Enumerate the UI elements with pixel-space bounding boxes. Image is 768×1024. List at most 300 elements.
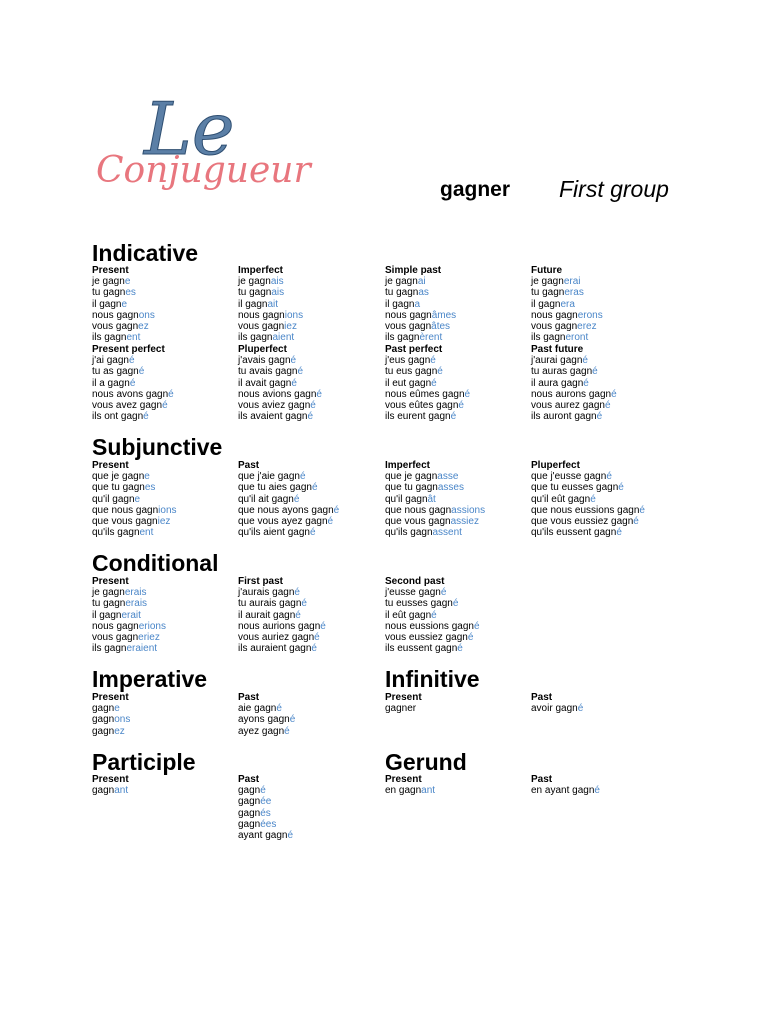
- conjugation-line: [385, 355, 531, 366]
- conjugation-ending: é: [311, 482, 318, 494]
- conjugation-ending: assent: [432, 527, 462, 539]
- subjunctive-pluperfect-block: [531, 460, 677, 538]
- conjugation-ending: erions: [138, 620, 166, 632]
- conjugation-line: [92, 714, 238, 725]
- conjugation-stem: vous gagn: [385, 321, 432, 333]
- conjugation-ending: ez: [138, 321, 149, 333]
- conjugation-stem: nous gagn: [92, 309, 139, 321]
- conjugation-line: [531, 785, 677, 796]
- infinitive-past-block: [531, 692, 677, 714]
- conjugation-stem: j'aurai gagn: [531, 355, 583, 367]
- conjugation-line: [531, 494, 677, 505]
- conjugation-stem: ils ont gagn: [92, 411, 144, 423]
- conjugation-line: [531, 527, 677, 538]
- conjugation-line: [92, 610, 238, 621]
- conjugation-ending: é: [314, 632, 320, 644]
- conjugation-ending: ât: [427, 493, 436, 505]
- gerund-heading: Gerund: [385, 749, 467, 775]
- conjugation-ending: é: [284, 725, 290, 737]
- conjugation-line: [92, 389, 238, 400]
- conjugation-line: [238, 621, 384, 632]
- tense-name: Past: [531, 774, 553, 785]
- tense-name: Pluperfect: [531, 460, 580, 471]
- conjugation-ending: é: [577, 703, 584, 715]
- conditional-first-past-block: [238, 576, 384, 654]
- conjugation-ending: é: [616, 527, 622, 539]
- tense-name: Pluperfect: [238, 344, 287, 355]
- conjugation-stem: il aura gagn: [531, 377, 584, 389]
- conjugation-line: [92, 355, 238, 366]
- conjugation-stem: il gagn: [238, 298, 268, 310]
- conjugation-stem: gagner: [385, 703, 417, 715]
- conjugation-ending: é: [138, 366, 145, 378]
- conjugation-line: [238, 643, 384, 654]
- conjugation-line: [531, 516, 677, 527]
- conjugation-stem: ils avaient gagn: [238, 411, 308, 423]
- tense-name: Future: [531, 265, 563, 276]
- conjugation-stem: ils gagn: [92, 643, 127, 655]
- gerund-present-block: [385, 774, 531, 796]
- conjugation-ending: ions: [158, 504, 177, 516]
- conjugation-ending: é: [295, 609, 301, 621]
- conjugation-stem: que j'aie gagn: [238, 471, 300, 483]
- tense-name: Past: [238, 774, 260, 785]
- indicative-future-block: [531, 265, 677, 343]
- conjugation-ending: ai: [417, 276, 426, 288]
- conjugation-line: [238, 527, 384, 538]
- conjugation-line: [238, 703, 384, 714]
- conjugation-ending: ions: [284, 309, 304, 321]
- verb-group: First group: [559, 176, 669, 202]
- tense-name: Past: [531, 692, 553, 703]
- subjunctive-present-block: [92, 460, 238, 538]
- conjugation-ending: e: [124, 276, 131, 288]
- conjugation-line: [238, 332, 384, 343]
- conjugation-ending: é: [287, 830, 294, 842]
- logo-conjugueur-text: Conjugueur: [96, 150, 311, 191]
- conjugation-line: [92, 505, 238, 516]
- conjugation-line: [238, 471, 384, 482]
- conjugation-ending: ait: [267, 298, 279, 310]
- indicative-heading: Indicative: [92, 240, 199, 266]
- conjugation-line: [92, 366, 238, 377]
- conjugation-stem: il eut gagn: [385, 377, 432, 389]
- conjugation-line: [385, 471, 531, 482]
- conjugation-line: [385, 482, 531, 493]
- conjugation-stem: nous avions gagn: [238, 388, 317, 400]
- conjugation-ending: ais: [271, 287, 285, 299]
- conjugation-ending: asses: [437, 482, 464, 494]
- conjugation-stem: ils gagn: [385, 332, 420, 344]
- conjugation-ending: asse: [437, 471, 459, 483]
- conjugation-stem: vous aurez gagn: [531, 400, 605, 412]
- conjugation-stem: tu eusses gagn: [385, 598, 453, 610]
- conjugation-ending: e: [114, 703, 120, 715]
- conjugation-ending: é: [594, 785, 600, 797]
- tense-name: Imperfect: [385, 460, 431, 471]
- conjugation-ending: assions: [451, 504, 486, 516]
- conjugation-stem: nous aurions gagn: [238, 620, 321, 632]
- conjugation-line: [385, 527, 531, 538]
- conjugation-stem: ayons gagn: [238, 714, 290, 726]
- tense-name: Present: [92, 460, 129, 471]
- conjugation-line: [92, 703, 238, 714]
- conjugation-line: [92, 287, 238, 298]
- tense-name: Past perfect: [385, 344, 443, 355]
- conjugation-stem: il a gagn: [92, 377, 130, 389]
- conjugation-line: [238, 796, 384, 807]
- conjugation-ending: é: [291, 377, 297, 389]
- conjugation-ending: é: [450, 411, 457, 423]
- conjugation-line: [238, 714, 384, 725]
- conjugation-stem: j'aurais gagn: [238, 587, 295, 599]
- conjugation-line: [92, 621, 238, 632]
- conjugation-line: [92, 632, 238, 643]
- conjugation-line: [238, 310, 384, 321]
- infinitive-heading: Infinitive: [385, 666, 480, 692]
- indicative-past-perfect-block: [385, 344, 531, 422]
- tense-name: Present: [92, 692, 129, 703]
- conjugation-line: [385, 287, 531, 298]
- conjugation-ending: é: [583, 377, 589, 389]
- conjugation-ending: a: [414, 298, 421, 310]
- conjugation-line: [92, 299, 238, 310]
- conjugation-ending: ant: [421, 785, 436, 797]
- conjugation-line: [385, 332, 531, 343]
- conjugation-ending: é: [301, 598, 307, 610]
- conjugation-ending: ons: [138, 309, 155, 321]
- verb-title: gagner: [440, 178, 511, 201]
- conjugation-stem: ils auraient gagn: [238, 643, 312, 655]
- conjugation-ending: é: [590, 493, 596, 505]
- conjugation-stem: vous gagn: [531, 321, 578, 333]
- participle-past-block: [238, 774, 384, 841]
- conjugation-stem: qu'ils aient gagn: [238, 527, 310, 539]
- conjugation-stem: il eût gagn: [385, 609, 432, 621]
- conjugation-line: [531, 299, 677, 310]
- conjugation-ending: e: [144, 471, 150, 483]
- conjugation-line: [385, 785, 531, 796]
- subjunctive-heading: Subjunctive: [92, 434, 223, 460]
- conjugation-line: [531, 332, 677, 343]
- conjugation-line: [531, 471, 677, 482]
- conjugation-stem: aie gagn: [238, 703, 277, 715]
- conjugation-line: [92, 785, 238, 796]
- conjugation-ending: erait: [121, 609, 141, 621]
- conjugation-stem: ils gagn: [92, 332, 127, 344]
- conjugation-ending: erez: [577, 321, 597, 333]
- conjugation-stem: qu'il gagn: [92, 493, 135, 505]
- conjugation-stem: je gagn: [92, 276, 125, 288]
- conjugation-stem: ils gagn: [531, 332, 566, 344]
- conjugation-stem: gagn: [92, 725, 115, 737]
- conjugation-line: [92, 378, 238, 389]
- tense-name: Present perfect: [92, 344, 165, 355]
- conjugation-ending: iez: [284, 321, 297, 333]
- conjugation-line: [238, 287, 384, 298]
- tense-name: Present: [92, 265, 129, 276]
- conjugation-stem: vous eussiez gagn: [385, 632, 468, 644]
- conjugation-line: [238, 830, 384, 841]
- conjugation-stem: que nous gagn: [92, 504, 159, 516]
- conjugation-stem: je gagn: [531, 276, 564, 288]
- conjugation-stem: ayez gagn: [238, 725, 285, 737]
- conjugation-stem: il gagn: [92, 609, 122, 621]
- conjugation-stem: qu'il eût gagn: [531, 493, 591, 505]
- conjugation-ending: é: [289, 714, 296, 726]
- conjugation-line: [238, 598, 384, 609]
- conjugation-line: [92, 516, 238, 527]
- conjugation-ending: é: [596, 411, 603, 423]
- conjugation-stem: qu'ils gagn: [92, 527, 140, 539]
- conjugation-stem: tu gagn: [92, 287, 126, 299]
- conjugation-ending: e: [134, 493, 141, 505]
- conjugation-ending: ées: [260, 818, 277, 830]
- conjugation-stem: que vous gagn: [92, 516, 158, 528]
- conjugation-line: [531, 703, 677, 714]
- conjugation-stem: nous aurons gagn: [531, 388, 612, 400]
- conjugation-line: [385, 310, 531, 321]
- conjugation-stem: que tu gagn: [385, 482, 438, 494]
- conjugation-line: [238, 819, 384, 830]
- conjugation-stem: tu gagn: [385, 287, 419, 299]
- conjugation-line: [238, 378, 384, 389]
- conjugation-ending: eras: [564, 287, 584, 299]
- indicative-simple-past-block: [385, 265, 531, 343]
- conjugation-line: [92, 527, 238, 538]
- conjugation-stem: que tu eusses gagn: [531, 482, 619, 494]
- conjugation-stem: que nous gagn: [385, 504, 452, 516]
- conjugation-stem: vous auriez gagn: [238, 632, 315, 644]
- conjugation-ending: é: [293, 493, 300, 505]
- conjugation-ending: ez: [114, 725, 125, 737]
- conjugation-stem: en ayant gagn: [531, 785, 595, 797]
- conjugation-ending: é: [604, 400, 611, 412]
- conjugation-ending: iez: [157, 516, 171, 528]
- conjugation-stem: tu aurais gagn: [238, 598, 302, 610]
- conjugation-stem: vous eûtes gagn: [385, 400, 459, 412]
- participle-heading: Participle: [92, 749, 196, 775]
- tense-name: Second past: [385, 576, 445, 587]
- conjugation-stem: que je gagn: [92, 471, 145, 483]
- imperative-past-block: [238, 692, 384, 737]
- conjugation-ending: erais: [125, 598, 148, 610]
- tense-name: Present: [385, 692, 422, 703]
- conjugation-line: [92, 276, 238, 287]
- conjugation-stem: nous eûmes gagn: [385, 388, 465, 400]
- imperative-heading: Imperative: [92, 666, 208, 692]
- conjugation-ending: é: [606, 471, 612, 483]
- conjugation-ending: èrent: [419, 332, 443, 344]
- conjugation-stem: gagn: [92, 714, 115, 726]
- conjugation-line: [92, 598, 238, 609]
- conjugation-line: [238, 400, 384, 411]
- conjugation-line: [385, 632, 531, 643]
- conjugation-line: [385, 276, 531, 287]
- conjugation-ending: é: [611, 388, 617, 400]
- conjugation-stem: il avait gagn: [238, 377, 292, 389]
- conjugation-stem: gagn: [92, 785, 115, 797]
- conjugation-ending: é: [309, 527, 316, 539]
- conjugation-line: [385, 516, 531, 527]
- conjugation-line: [385, 598, 531, 609]
- tense-name: First past: [238, 576, 284, 587]
- conjugation-ending: é: [311, 643, 317, 655]
- conjugation-stem: que j'eusse gagn: [531, 471, 607, 483]
- tense-name: Present: [92, 774, 129, 785]
- conjugation-ending: ons: [114, 714, 131, 726]
- conjugation-line: [92, 587, 238, 598]
- conjugation-line: [92, 494, 238, 505]
- conjugation-stem: qu'il gagn: [385, 493, 428, 505]
- conjugation-stem: tu gagn: [531, 287, 565, 299]
- conjugation-line: [238, 321, 384, 332]
- conjugation-line: [238, 808, 384, 819]
- conjugation-stem: j'eusse gagn: [385, 587, 441, 599]
- conjugation-ending: eront: [565, 332, 589, 344]
- conjugation-ending: era: [560, 298, 575, 310]
- conjugation-line: [385, 366, 531, 377]
- tense-name: Present: [92, 576, 129, 587]
- conjugation-ending: âmes: [431, 309, 457, 321]
- conjugation-ending: erons: [577, 309, 603, 321]
- conjugation-ending: é: [316, 388, 322, 400]
- conjugation-stem: vous gagn: [92, 632, 139, 644]
- conjugation-ending: é: [458, 400, 464, 412]
- conjugation-ending: é: [260, 785, 266, 797]
- conjugation-line: [238, 494, 384, 505]
- conjugation-stem: gagn: [92, 703, 115, 715]
- conjugation-stem: nous gagn: [238, 309, 285, 321]
- conjugation-line: [531, 321, 677, 332]
- conjugation-stem: qu'ils eussent gagn: [531, 527, 617, 539]
- conjugation-ending: és: [260, 807, 271, 819]
- conjugation-ending: é: [276, 703, 282, 715]
- conjugation-stem: tu auras gagn: [531, 366, 593, 378]
- conjugation-stem: ils eurent gagn: [385, 411, 451, 423]
- conjugation-line: [92, 310, 238, 321]
- conjugation-stem: nous gagn: [92, 620, 139, 632]
- conjugation-line: [531, 378, 677, 389]
- conjugation-line: [238, 355, 384, 366]
- indicative-present-perfect-block: [92, 344, 238, 422]
- conjugation-line: [531, 389, 677, 400]
- conjugation-line: [238, 785, 384, 796]
- conjugation-ending: eriez: [138, 632, 160, 644]
- conjugation-ending: ent: [139, 527, 154, 539]
- conjugation-line: [92, 482, 238, 493]
- conjugation-stem: il gagn: [92, 298, 122, 310]
- conjugation-line: [238, 389, 384, 400]
- conjugation-stem: que tu aies gagn: [238, 482, 312, 494]
- conjugation-stem: que vous gagn: [385, 516, 451, 528]
- indicative-pluperfect-block: [238, 344, 384, 422]
- conjugation-line: [531, 355, 677, 366]
- conjugation-stem: il gagn: [385, 298, 415, 310]
- conjugation-stem: que je gagn: [385, 471, 438, 483]
- conjugation-ending: erais: [124, 587, 147, 599]
- conjugation-ending: é: [618, 482, 624, 494]
- conjugation-line: [385, 621, 531, 632]
- conjugation-stem: nous eussions gagn: [385, 620, 474, 632]
- conjugation-line: [385, 378, 531, 389]
- conjugation-ending: assiez: [450, 516, 479, 528]
- conjugation-ending: é: [128, 355, 135, 367]
- conjugation-stem: il gagn: [531, 298, 561, 310]
- conjugation-line: [385, 643, 531, 654]
- conjugation-ending: é: [592, 366, 598, 378]
- conjugation-line: [385, 703, 531, 714]
- conjugation-line: [385, 299, 531, 310]
- conjugation-stem: tu eus gagn: [385, 366, 438, 378]
- conjugation-line: [531, 276, 677, 287]
- conjugation-stem: vous gagn: [92, 321, 139, 333]
- conjugation-stem: que tu gagn: [92, 482, 145, 494]
- conjugation-ending: âtes: [431, 321, 451, 333]
- conjugation-ending: erai: [563, 276, 581, 288]
- subjunctive-past-block: [238, 460, 384, 538]
- conjugation-ending: é: [310, 400, 316, 412]
- conjugation-line: [531, 482, 677, 493]
- conjugation-ending: é: [473, 620, 480, 632]
- conjugation-line: [92, 411, 238, 422]
- conjugation-line: [92, 332, 238, 343]
- conjugation-stem: tu as gagn: [92, 366, 139, 378]
- conjugation-ending: es: [144, 482, 156, 494]
- conjugation-ending: ée: [260, 796, 272, 808]
- imperative-present-block: [92, 692, 238, 737]
- conjugation-ending: é: [431, 377, 437, 389]
- conjugation-stem: gagn: [238, 785, 261, 797]
- conditional-heading: Conditional: [92, 550, 219, 576]
- conjugation-ending: e: [121, 298, 128, 310]
- conjugation-ending: é: [430, 355, 436, 367]
- conjugation-ending: é: [467, 632, 474, 644]
- le-conjugueur-logo: [92, 82, 311, 202]
- conjugation-ending: é: [327, 516, 334, 528]
- conjugation-ending: aient: [272, 332, 295, 344]
- conjugation-ending: é: [582, 355, 588, 367]
- conjugation-stem: vous avez gagn: [92, 400, 163, 412]
- conjugation-ending: é: [294, 587, 300, 599]
- conjugation-stem: ils eussent gagn: [385, 643, 458, 655]
- conjugation-stem: gagn: [238, 807, 261, 819]
- conjugation-stem: j'eus gagn: [385, 355, 431, 367]
- conjugation-line: [92, 643, 238, 654]
- conjugation-line: [238, 299, 384, 310]
- conjugation-ending: é: [437, 366, 443, 378]
- conjugation-line: [385, 505, 531, 516]
- conjugation-line: [238, 505, 384, 516]
- conjugation-ending: é: [290, 355, 297, 367]
- conjugation-ending: ais: [270, 276, 284, 288]
- conjugation-stem: que nous ayons gagn: [238, 504, 334, 516]
- conjugation-ending: eraient: [126, 643, 158, 655]
- conjugation-line: [385, 321, 531, 332]
- conjugation-ending: ent: [126, 332, 141, 344]
- conjugation-ending: é: [297, 366, 304, 378]
- conjugation-ending: é: [639, 504, 645, 516]
- conjugation-line: [385, 389, 531, 400]
- conjugation-line: [238, 276, 384, 287]
- conjugation-ending: é: [431, 609, 437, 621]
- conjugation-line: [531, 411, 677, 422]
- conjugation-stem: nous avons gagn: [92, 388, 169, 400]
- conjugation-line: [531, 366, 677, 377]
- indicative-present-block: [92, 265, 238, 343]
- conjugation-stem: ils gagn: [238, 332, 273, 344]
- conjugation-stem: je gagn: [238, 276, 271, 288]
